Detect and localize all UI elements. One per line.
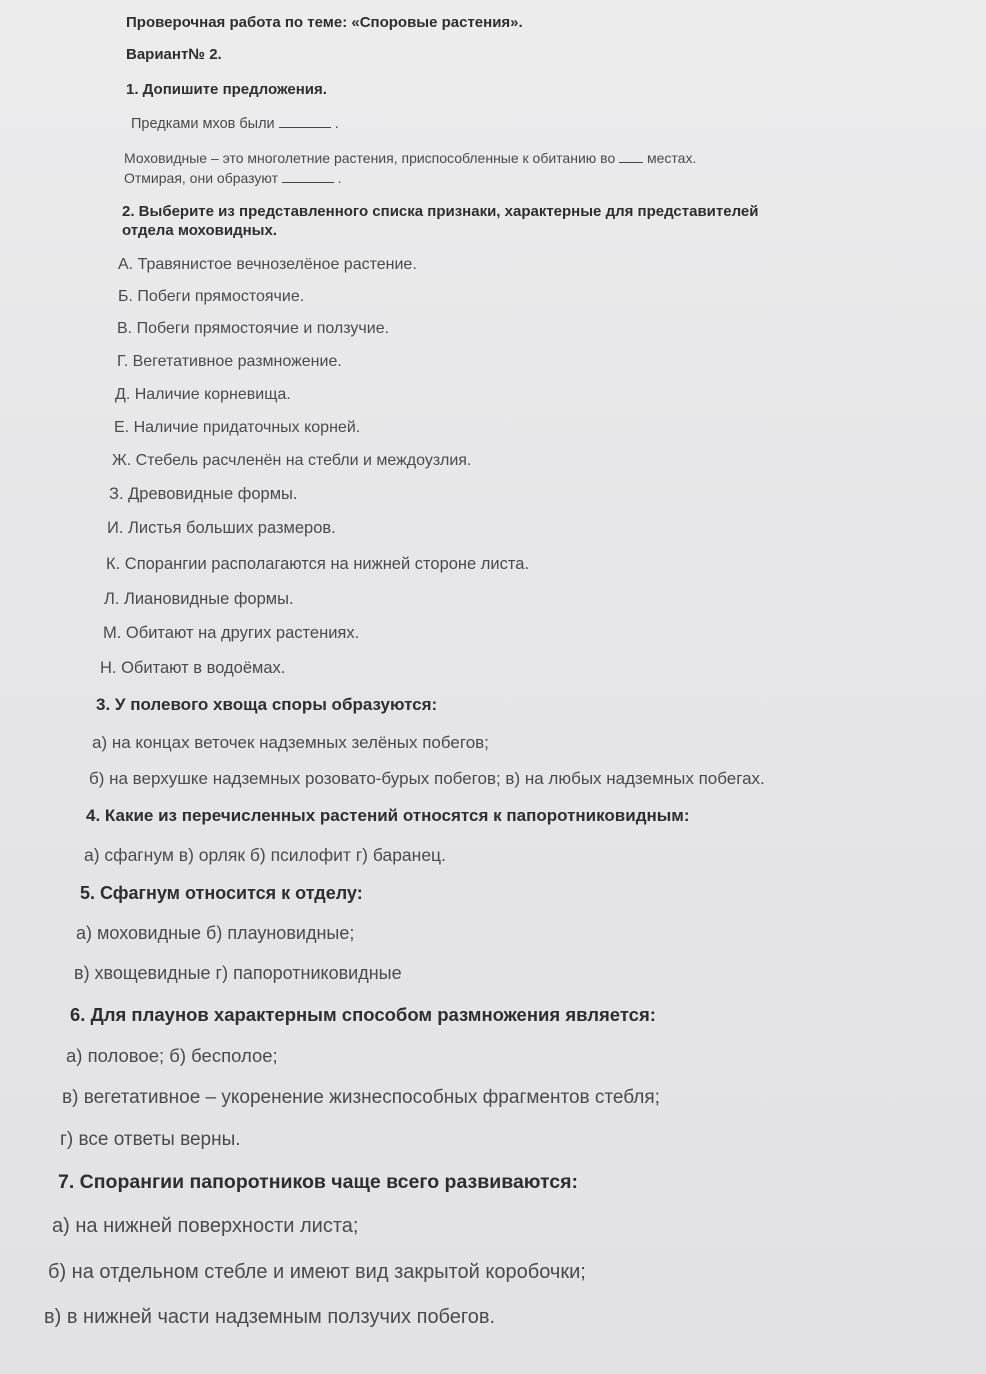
worksheet-title: Проверочная работа по теме: «Споровые растения». — [126, 14, 523, 31]
q6-answer-line: в) вегетативное – укоренение жизнеспособных фрагментов стебля; — [62, 1087, 660, 1108]
q5-heading: 5. Сфагнум относится к отделу: — [80, 883, 363, 903]
q1-heading: 1. Допишите предложения. — [126, 81, 327, 98]
q4-answer-line: а) сфагнум в) орляк б) псилофит г) баранец. — [84, 845, 446, 865]
q4-heading: 4. Какие из перечисленных растений относятся к папоротниковидным: — [86, 806, 690, 825]
q2-option: Л. Лиановидные формы. — [104, 590, 294, 608]
q1-s1-text: Предками мхов были — [131, 116, 275, 132]
q1-s1-end: . — [334, 116, 339, 132]
q3-answer-line: б) на верхушке надземных розовато-бурых побегов; в) на любых надземных побегах. — [89, 769, 765, 788]
q2-option: Ж. Стебель расчленён на стебли и междоузлия. — [112, 452, 472, 469]
q2-option: Е. Наличие придаточных корней. — [114, 419, 361, 436]
q6-heading: 6. Для плаунов характерным способом размножения является: — [70, 1004, 656, 1025]
q2-option: В. Побеги прямостоячие и ползучие. — [117, 320, 390, 337]
q1-s3-blank — [282, 181, 334, 183]
q6-answer-line: а) половое; б) бесполое; — [66, 1045, 278, 1066]
q7-heading: 7. Спорангии папоротников чаще всего развиваются: — [58, 1171, 578, 1193]
q7-answer-line: б) на отдельном стебле и имеют вид закрытой коробочки; — [48, 1261, 586, 1283]
q1-s3-end: . — [337, 170, 342, 186]
q1-s2-text: Моховидные – это многолетние растения, приспособленные к обитанию во — [124, 150, 616, 166]
q2-option: Д. Наличие корневища. — [115, 386, 291, 403]
q2-option: А. Травянистое вечнозелёное растение. — [118, 256, 417, 273]
q6-answer-line: г) все ответы верны. — [60, 1129, 241, 1150]
q2-heading-line1: 2. Выберите из представленного списка признаки, характерные для представителей — [122, 203, 759, 220]
q3-heading: 3. У полевого хвоща споры образуются: — [96, 695, 438, 714]
q2-option: З. Древовидные формы. — [109, 485, 298, 503]
q1-s2-end: местах. — [647, 150, 697, 166]
q7-answer-line: в) в нижней части надземным ползучих побегов. — [44, 1306, 496, 1328]
variant-label: Вариант№ 2. — [126, 46, 222, 63]
q5-answer-line: а) моховидные б) плауновидные; — [76, 923, 355, 943]
q2-option: К. Спорангии располагаются на нижней стороне листа. — [106, 555, 530, 573]
q1-sentence-3 — [124, 170, 342, 186]
q5-answer-line: в) хвощевидные г) папоротниковидные — [74, 963, 402, 983]
q2-option: М. Обитают на других растениях. — [103, 624, 360, 642]
q1-s2-blank — [619, 161, 643, 163]
q1-s1-blank — [279, 126, 331, 128]
q3-answer-line: а) на концах веточек надземных зелёных побегов; — [92, 733, 489, 752]
q2-option: Г. Вегетативное размножение. — [117, 353, 342, 370]
q2-option: Б. Побеги прямостоячие. — [118, 288, 305, 305]
q7-answer-line: а) на нижней поверхности листа; — [52, 1215, 359, 1237]
q1-sentence-2 — [124, 150, 696, 166]
q1-sentence-1 — [131, 116, 339, 132]
q2-heading-line2: отдела моховидных. — [122, 222, 278, 239]
q2-option: И. Листья больших размеров. — [107, 519, 336, 537]
q2-option: Н. Обитают в водоёмах. — [100, 659, 286, 677]
q1-s3-text: Отмирая, они образуют — [124, 170, 278, 186]
